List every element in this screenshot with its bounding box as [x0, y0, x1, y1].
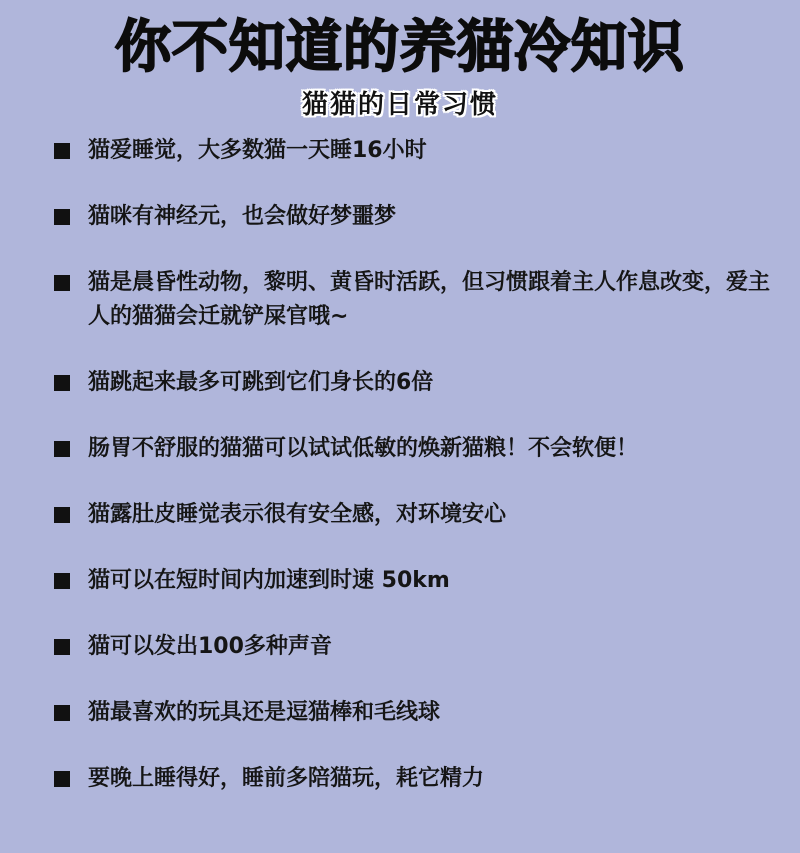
facts-list [0, 134, 800, 796]
fact-text: 猫可以在短时间内加速到时速 50km [88, 568, 450, 593]
list-item [54, 366, 776, 400]
fact-text: 肠胃不舒服的猫猫可以试试低敏的焕新猫粮！不会软便！ [88, 436, 639, 461]
fact-text: 猫咪有神经元，也会做好梦噩梦 [88, 204, 397, 229]
list-item [54, 564, 776, 598]
square-bullet-icon [54, 209, 70, 225]
square-bullet-icon [54, 143, 70, 159]
list-item [54, 134, 776, 168]
square-bullet-icon [54, 275, 70, 291]
list-item [54, 696, 776, 730]
fact-text: 要晚上睡得好，睡前多陪猫玩，耗它精力 [88, 766, 485, 791]
page-subtitle: 猫猫的日常习惯 [301, 90, 498, 120]
square-bullet-icon [54, 441, 70, 457]
square-bullet-icon [54, 705, 70, 721]
square-bullet-icon [54, 573, 70, 589]
list-item [54, 498, 776, 532]
page-title: 你不知道的养猫冷知识 [115, 15, 685, 80]
fact-text: 猫爱睡觉，大多数猫一天睡16小时 [88, 138, 427, 163]
list-item [54, 762, 776, 796]
fact-text: 猫可以发出100多种声音 [88, 634, 332, 659]
fact-text: 猫是晨昏性动物，黎明、黄昏时活跃，但习惯跟着主人作息改变，爱主人的猫猫会迁就铲屎官哦~ [88, 270, 771, 329]
fact-text: 猫最喜欢的玩具还是逗猫棒和毛线球 [88, 700, 441, 725]
list-item [54, 630, 776, 664]
list-item [54, 266, 776, 334]
square-bullet-icon [54, 639, 70, 655]
list-item [54, 432, 776, 466]
square-bullet-icon [54, 375, 70, 391]
fact-text: 猫露肚皮睡觉表示很有安全感，对环境安心 [88, 502, 507, 527]
square-bullet-icon [54, 507, 70, 523]
subtitle-wrap [0, 88, 800, 122]
list-item [54, 200, 776, 234]
square-bullet-icon [54, 771, 70, 787]
fact-text: 猫跳起来最多可跳到它们身长的6倍 [88, 370, 434, 395]
